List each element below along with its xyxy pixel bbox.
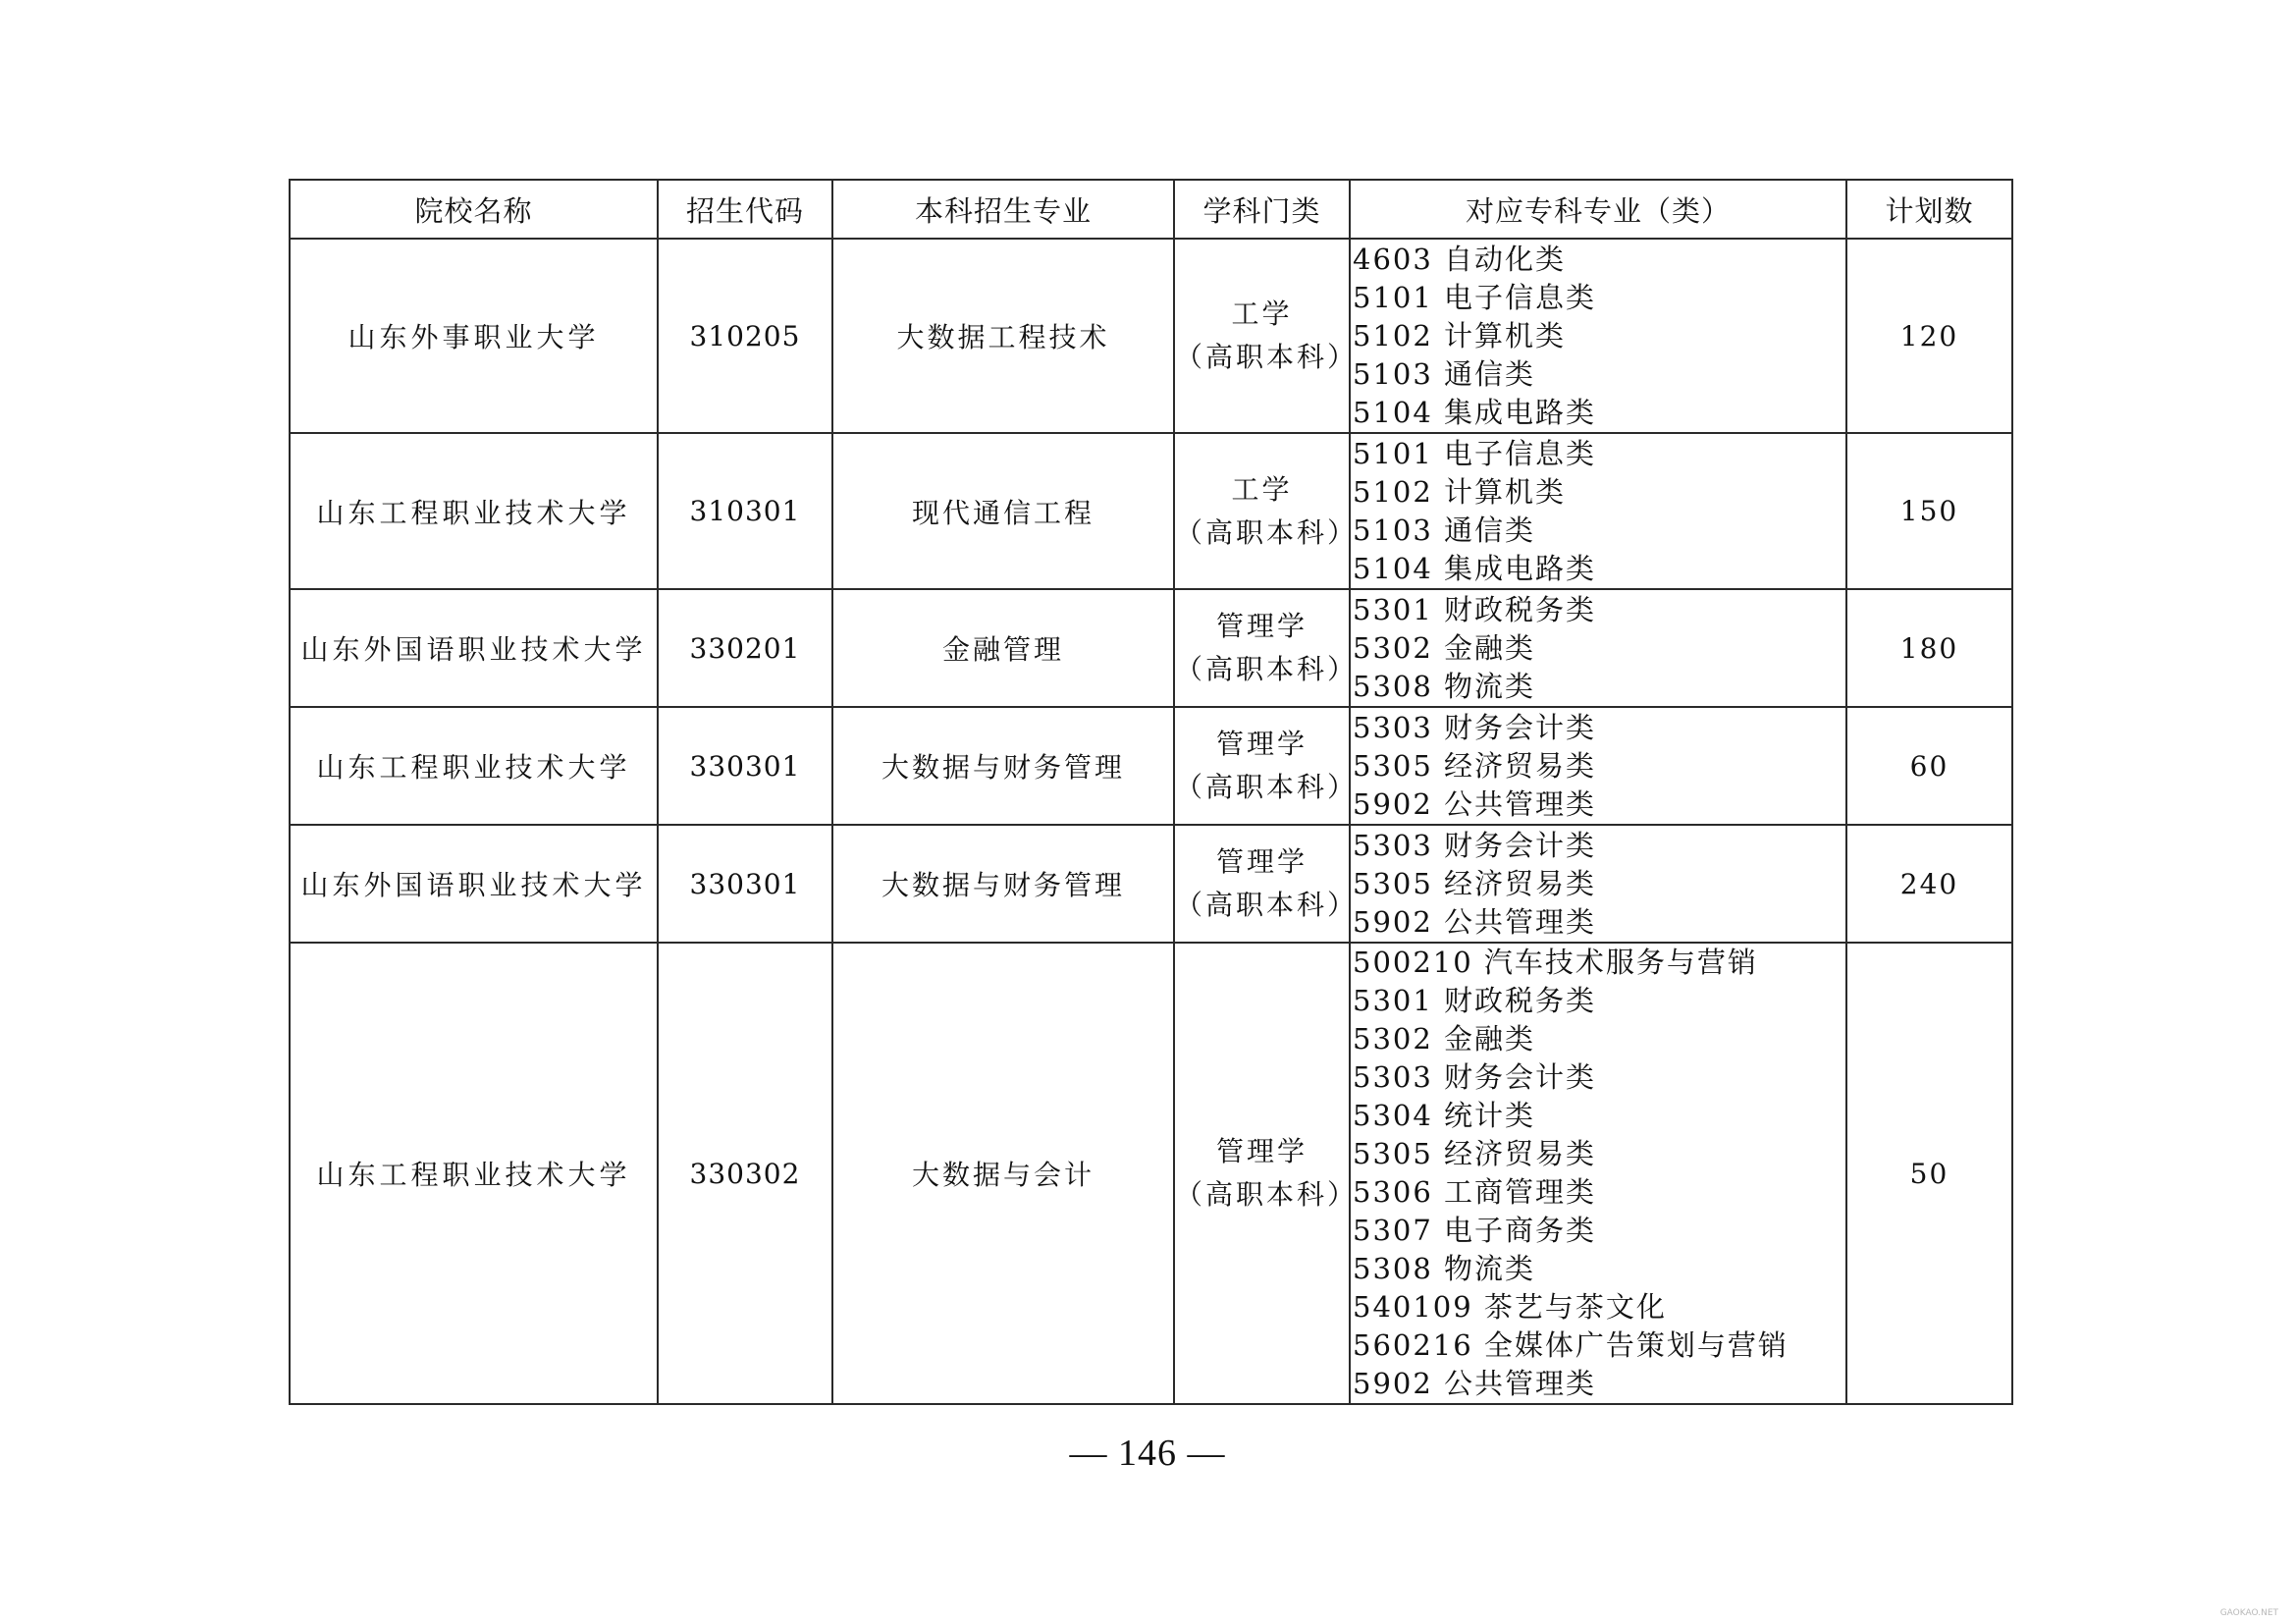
related-major-item: 5301 财政税务类 — [1353, 984, 1597, 1017]
category-note: （高职本科） — [1175, 1178, 1359, 1211]
category-cell — [1174, 239, 1359, 433]
table-row — [290, 825, 2012, 943]
category-note: （高职本科） — [1175, 653, 1359, 685]
school-name-cell: 山东外国语职业技术大学 — [290, 589, 658, 707]
table-row — [290, 707, 2012, 825]
related-major-item: 560216 全媒体广告策划与营销 — [1353, 1328, 1789, 1362]
related-major-item: 5101 电子信息类 — [1353, 280, 1597, 314]
admission-code-cell: 310205 — [658, 239, 832, 433]
related-majors-cell — [1350, 589, 1846, 707]
related-major-item: 5902 公共管理类 — [1353, 786, 1597, 821]
admission-plan-table — [289, 179, 2013, 1405]
related-major-item: 5303 财务会计类 — [1353, 828, 1597, 862]
school-name-cell: 山东外国语职业技术大学 — [290, 825, 658, 943]
plan-count-cell: 120 — [1846, 239, 2012, 433]
major-cell: 大数据与财务管理 — [832, 825, 1174, 943]
related-majors-cell — [1350, 707, 1846, 825]
plan-count-cell: 240 — [1846, 825, 2012, 943]
admission-code-cell: 310301 — [658, 433, 832, 589]
related-major-item: 5302 金融类 — [1353, 630, 1536, 665]
category-name: 工学 — [1231, 298, 1293, 330]
plan-count-cell: 150 — [1846, 433, 2012, 589]
related-major-item: 5104 集成电路类 — [1353, 395, 1597, 429]
category-name: 管理学 — [1215, 1135, 1308, 1167]
category-note: （高职本科） — [1175, 889, 1359, 921]
category-cell — [1174, 433, 1359, 589]
category-note: （高职本科） — [1175, 515, 1359, 549]
major-cell: 大数据与会计 — [832, 943, 1174, 1404]
related-major-item: 4603 自动化类 — [1353, 242, 1567, 276]
category-name: 管理学 — [1215, 728, 1308, 760]
related-major-item: 5102 计算机类 — [1353, 318, 1567, 352]
header-discipline-category: 学科门类 — [1174, 180, 1350, 239]
related-major-item: 5305 经济贸易类 — [1353, 1137, 1597, 1170]
related-major-item: 5101 电子信息类 — [1353, 436, 1597, 470]
related-major-item: 5103 通信类 — [1353, 513, 1536, 547]
admission-code-cell: 330301 — [658, 825, 832, 943]
related-major-item: 5308 物流类 — [1353, 669, 1536, 703]
category-note: （高职本科） — [1175, 341, 1359, 373]
school-name-cell: 山东工程职业技术大学 — [290, 433, 658, 589]
category-name: 管理学 — [1215, 610, 1308, 642]
header-related-majors: 对应专科专业（类） — [1350, 180, 1846, 239]
major-cell: 大数据与财务管理 — [832, 707, 1174, 825]
related-major-item: 5308 物流类 — [1353, 1252, 1536, 1285]
plan-count-cell: 180 — [1846, 589, 2012, 707]
category-name: 工学 — [1231, 472, 1293, 506]
admission-code-cell: 330301 — [658, 707, 832, 825]
related-major-item: 5303 财务会计类 — [1353, 1060, 1597, 1094]
related-majors-cell — [1350, 943, 1846, 1404]
major-cell: 金融管理 — [832, 589, 1174, 707]
related-major-item: 5103 通信类 — [1353, 356, 1536, 391]
table-body — [290, 239, 2012, 1404]
table-row — [290, 239, 2012, 433]
related-major-item: 5304 统计类 — [1353, 1099, 1536, 1132]
related-majors-cell — [1350, 433, 1846, 589]
table-row — [290, 589, 2012, 707]
table-row — [290, 433, 2012, 589]
related-major-item: 5302 金融类 — [1353, 1022, 1536, 1056]
category-name: 管理学 — [1215, 845, 1308, 878]
admission-code-cell: 330201 — [658, 589, 832, 707]
category-note: （高职本科） — [1175, 771, 1359, 803]
school-name-cell: 山东工程职业技术大学 — [290, 707, 658, 825]
plan-count-cell: 60 — [1846, 707, 2012, 825]
related-major-item: 5305 经济贸易类 — [1353, 866, 1597, 900]
category-cell — [1174, 707, 1359, 825]
related-major-item: 540109 茶艺与茶文化 — [1353, 1290, 1667, 1324]
related-major-item: 5305 经济贸易类 — [1353, 748, 1597, 783]
table-row — [290, 943, 2012, 1404]
category-cell — [1174, 825, 1359, 943]
header-undergraduate-major: 本科招生专业 — [832, 180, 1174, 239]
header-admission-code: 招生代码 — [658, 180, 832, 239]
table-header-row — [290, 180, 2012, 239]
related-major-item: 5902 公共管理类 — [1353, 1367, 1597, 1400]
major-cell: 现代通信工程 — [832, 433, 1174, 589]
plan-count-cell: 50 — [1846, 943, 2012, 1404]
school-name-cell: 山东外事职业大学 — [290, 239, 658, 433]
related-major-item: 5104 集成电路类 — [1353, 551, 1597, 585]
school-name-cell: 山东工程职业技术大学 — [290, 943, 658, 1404]
category-cell — [1174, 943, 1359, 1404]
related-major-item: 5306 工商管理类 — [1353, 1175, 1597, 1209]
page-number: — 146 — — [1069, 1433, 1226, 1474]
related-major-item: 5301 财政税务类 — [1353, 592, 1597, 626]
related-majors-cell — [1350, 825, 1846, 943]
major-cell: 大数据工程技术 — [832, 239, 1174, 433]
related-majors-cell — [1350, 239, 1846, 433]
related-major-item: 500210 汽车技术服务与营销 — [1353, 946, 1758, 979]
header-plan-count: 计划数 — [1846, 180, 2012, 239]
watermark-text: GAOKAO.NET — [2219, 1608, 2278, 1618]
related-major-item: 5902 公共管理类 — [1353, 904, 1597, 939]
related-major-item: 5307 电子商务类 — [1353, 1214, 1597, 1247]
header-school-name: 院校名称 — [290, 180, 658, 239]
admission-code-cell: 330302 — [658, 943, 832, 1404]
related-major-item: 5102 计算机类 — [1353, 474, 1567, 509]
category-cell — [1174, 589, 1359, 707]
related-major-item: 5303 财务会计类 — [1353, 710, 1597, 744]
